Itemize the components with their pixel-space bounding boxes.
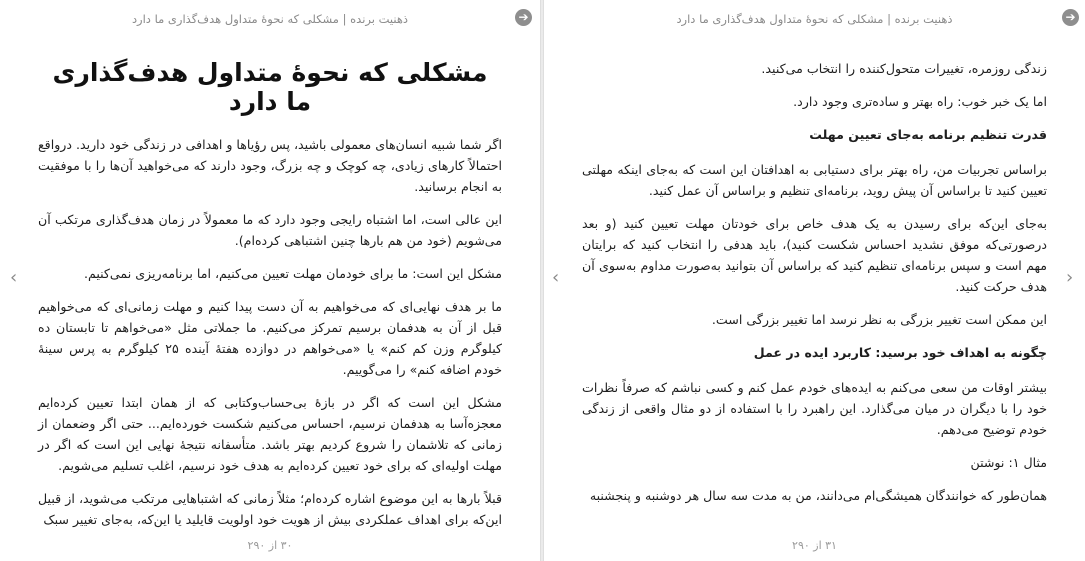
page-number: ۳۱ از ۲۹۰ <box>792 539 837 552</box>
paragraph: این عالی است، اما اشتباه رایجی وجود دارد که ما معمولاً در زمان هدف‌گذاری مرتکب آن می‌شویم (خود من هم بارها چنین اشتباهی کرده‌ام). <box>38 212 502 248</box>
paragraph: مشکل این است که اگر در بازهٔ بی‌حساب‌وکتابی که از همان ابتدا تعیین کرده‌ایم معجزه‌آسا به هدفمان نرسیم، احساس می‌کنیم شکست خورده‌ایم... حتی اگر وضعمان از زمانی که تلاشمان را شروع کردیم بهتر باشد. متأسفانه نتیجهٔ نهایی این است که اگر در مهلت اولیه‌ای که برای خود تعیین کرده‌ایم به هدف خود نرسیم، اغلب تسلیم می‌شویم. <box>38 395 502 473</box>
paragraph: زندگی روزمره، تغییرات متحول‌کننده را انتخاب می‌کنید. <box>761 61 1047 76</box>
paragraph: مثال ۱: نوشتن <box>970 455 1047 470</box>
left-page <box>0 0 540 561</box>
chevron-right-icon[interactable]: › <box>1066 267 1074 288</box>
paragraph: ما بر هدف نهایی‌ای که می‌خواهیم به آن دست پیدا کنیم و مهلت زمانی‌ای که می‌خواهیم قبل از آن به هدفمان برسیم تمرکز می‌کنیم. ما جملاتی مثل «می‌خواهم تا تابستان ده کیلوگرم وزن کم کنم» یا «می‌خواهم در دوازده هفتهٔ آینده ۲۵ کیلوگرم به پرس سینهٔ خودم اضافه کنم» را می‌گوییم. <box>38 299 503 377</box>
paragraph: قبلاً بارها به این موضوع اشاره کرده‌ام؛ مثلاً زمانی که اشتباهایی مرتکب می‌شوید، از قبیل این‌که برای اهداف عملکردی بیش از هویت خود اولویت قایلید یا این‌که، به‌جای تغییر سبک <box>38 491 502 527</box>
back-arrow-icon[interactable]: ➔ <box>1062 9 1079 26</box>
paragraph: مشکل این است: ما برای خودمان مهلت تعیین می‌کنیم، اما برنامه‌ریزی نمی‌کنیم. <box>83 266 502 281</box>
page-number: ۳۰ از ۲۹۰ <box>247 539 293 552</box>
chevron-left-icon[interactable]: ‹ <box>552 267 560 288</box>
chapter-title: مشکلی که نحوهٔ متداول هدف‌گذاری ما دارد <box>52 58 488 116</box>
section-heading: قدرت تنظیم برنامه به‌جای تعیین مهلت <box>809 127 1047 142</box>
paragraph: اما یک خبر خوب: راه بهتر و ساده‌تری وجود دارد. <box>793 94 1047 109</box>
chevron-left-icon[interactable]: ‹ <box>10 267 18 288</box>
paragraph: این ممکن است تغییر بزرگی به نظر نرسد اما تغییر بزرگی است. <box>711 312 1047 327</box>
paragraph: براساس تجربیات من، راه بهتر برای دستیابی به اهدافتان این است که به‌جای اینکه مهلتی تعیین کنید تا براساس آن پیش روید، برنامه‌ای تنظیم و براساس آن عمل کنید. <box>582 162 1047 198</box>
paragraph: اگر شما شبیه انسان‌های معمولی باشید، پس رؤیاها و اهدافی در زندگی خود دارید. درواقع احتمالاً کارهای زیادی، چه کوچک و چه بزرگ، وجود دارند که می‌خواهید آن‌ها را با موفقیت به انجام برسانید. <box>37 137 502 194</box>
right-page <box>544 0 1085 561</box>
page-content <box>582 58 1047 518</box>
paragraph: به‌جای این‌که برای رسیدن به یک هدف خاص برای خودتان مهلت تعیین کنید (و بعد درصورتی‌که موفق نشدید احساس شکست کنید)، باید هدفی را انتخاب کنید که برایتان مهم است و سپس برنامه‌ای تنظیم کنید که براساس آن بتوانید به‌صورت مداوم به‌سوی آن هدف حرکت کنید. <box>582 216 1047 294</box>
back-arrow-icon[interactable]: ➔ <box>515 9 532 26</box>
section-heading: چگونه به اهداف خود برسید: کاربرد ایده در عمل <box>753 345 1047 360</box>
paragraph: بیشتر اوقات من سعی می‌کنم به ایده‌های خودم عمل کنم و کسی نباشم که صرفاً نظرات خود را با دیگران در میان می‌گذارد. این راهبرد را با استفاده از دو مثال واقعی از زندگی خودم توضیح می‌دهم. <box>582 380 1047 437</box>
running-header: ذهنیت برنده | مشکلی که نحوهٔ متداول هدف‌گذاری ما دارد <box>131 12 409 26</box>
page-content <box>38 58 502 542</box>
paragraph: همان‌طور که خوانندگان همیشگی‌ام می‌دانند، من به مدت سه سال هر دوشنبه و پنجشنبه <box>589 488 1047 503</box>
running-header: ذهنیت برنده | مشکلی که نحوهٔ متداول هدف‌گذاری ما دارد <box>676 12 953 26</box>
